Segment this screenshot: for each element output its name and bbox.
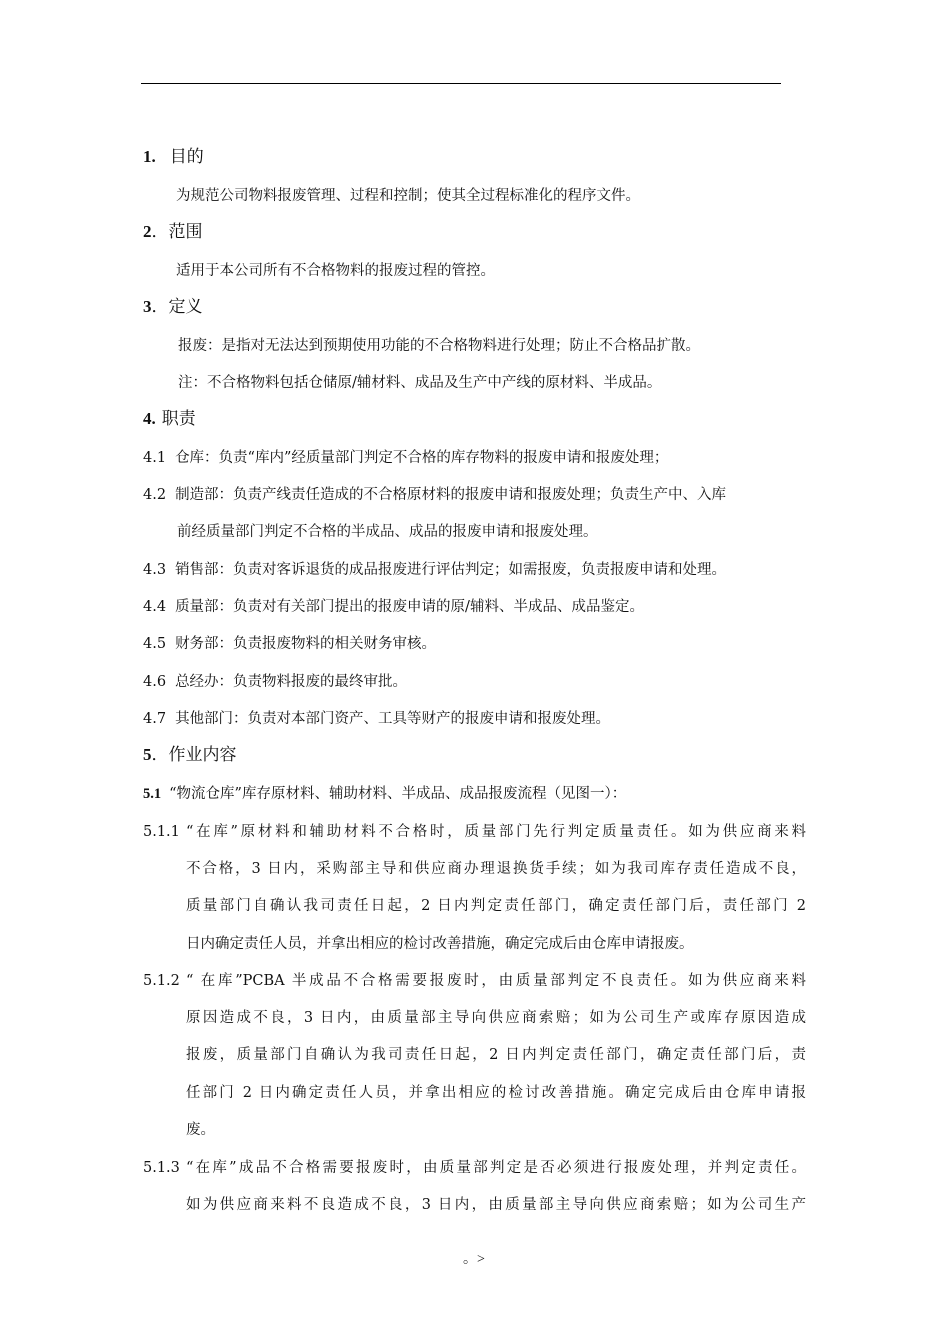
item-text: 总经办：负责物料报废的最终审批。 [175,674,408,690]
item-text: 仓库：负责“库内”经质量部门判定不合格的库存物料的报废申请和报废处理； [175,450,669,466]
section-title: ．作业内容 [151,745,237,765]
paragraph-line: 质量部门自确认我司责任日起，2 日内判定责任部门，确定责任部门后，责任部门 2 [186,898,806,914]
paragraph-line: 不合格，3 日内，采购部主导和供应商办理退换货手续；如为我司库存责任造成不良， [186,861,806,877]
duty-item [143,709,610,729]
section-number: 5 [143,745,152,764]
section-number: 2 [143,222,152,241]
item-text: 销售部：负责对客诉退货的成品报废进行评估判定；如需报废，负责报废申请和处理。 [175,562,727,578]
paragraph-line: 如为供应商来料不良造成不良，3 日内，由质量部主导向供应商索赔；如为公司生产 [186,1197,806,1213]
duty-item-continuation: 前经质量部门判定不合格的半成品、成品的报废申请和报废处理。 [177,524,598,540]
item-number: 4.7 [143,711,167,727]
item-number-5-1-2: 5.1.2 [143,973,180,989]
duty-item [143,672,407,692]
paragraph-line: “ 在库”PCBA 半成品不合格需要报废时，由质量部判定不良责任。如为供应商来料 [186,973,806,989]
section-title: 目的 [169,147,204,167]
item-text: 其他部门：负责对本部门资产、工具等财产的报废申请和报废处理。 [175,711,611,727]
item-number-5-1-3: 5.1.3 [143,1160,180,1176]
section-heading-2 [143,221,203,243]
paragraph-line: 原因造成不良，3 日内，由质量部主导向供应商索赔；如为公司生产或库存原因造成 [186,1010,806,1026]
section-number: 4. [143,409,156,428]
paragraph-line: 日内确定责任人员，并拿出相应的检讨改善措施，确定完成后由仓库申请报废。 [186,936,694,952]
subsection-5-1 [143,784,626,804]
duty-item [143,597,644,617]
duty-item [143,634,436,654]
section-number: 3 [143,297,152,316]
header-rule [141,83,781,84]
item-text: 制造部：负责产线责任造成的不合格原材料的报废申请和报废处理；负责生产中、入库 [175,487,727,503]
definition-paragraph: 报废：是指对无法达到预期使用功能的不合格物料进行处理；防止不合格品扩散。 [178,338,700,354]
item-text: 财务部：负责报废物料的相关财务审核。 [175,636,437,652]
item-number: 4.4 [143,599,167,615]
section-title: ．范围 [151,222,203,242]
item-text: “物流仓库”库存原材料、辅助材料、半成品、成品报废流程（见图一）： [169,786,627,802]
item-number: 4.5 [143,636,167,652]
section-heading-5 [143,744,237,766]
section-title: ．定义 [151,297,203,317]
paragraph-line: “在库”成品不合格需要报废时，由质量部判定是否必须进行报废处理，并判定责任。 [186,1160,806,1176]
section-heading-3 [143,296,203,318]
paragraph-line: 废。 [186,1122,215,1138]
item-number: 4.3 [143,562,167,578]
duty-item [143,485,726,505]
item-number: 4.1 [143,450,167,466]
item-number-5-1-1: 5.1.1 [143,824,180,840]
item-number: 4.6 [143,674,167,690]
item-number: 5.1 [143,786,162,802]
note-paragraph: 注：不合格物料包括仓储原/辅材料、成品及生产中产线的原材料、半成品。 [178,375,662,391]
paragraph-line: 报废，质量部门自确认为我司责任日起，2 日内判定责任部门，确定责任部门后，责 [186,1047,806,1063]
section-heading-4 [143,408,196,430]
section-number: 1. [143,147,156,166]
paragraph: 适用于本公司所有不合格物料的报废过程的管控。 [176,263,495,279]
duty-item [143,448,668,468]
paragraph: 为规范公司物料报废管理、过程和控制；使其全过程标准化的程序文件。 [176,188,640,204]
page-footer: 。> [463,1252,485,1267]
section-heading-1 [143,146,204,168]
paragraph-line: 任部门 2 日内确定责任人员，并拿出相应的检讨改善措施。确定完成后由仓库申请报 [186,1085,806,1101]
item-number: 4.2 [143,487,167,503]
paragraph-line: “在库”原材料和辅助材料不合格时，质量部门先行判定质量责任。如为供应商来料 [186,824,806,840]
item-text: 质量部：负责对有关部门提出的报废申请的原/辅料、半成品、成品鉴定。 [175,599,644,615]
duty-item [143,560,726,580]
section-title: 职责 [161,409,196,429]
